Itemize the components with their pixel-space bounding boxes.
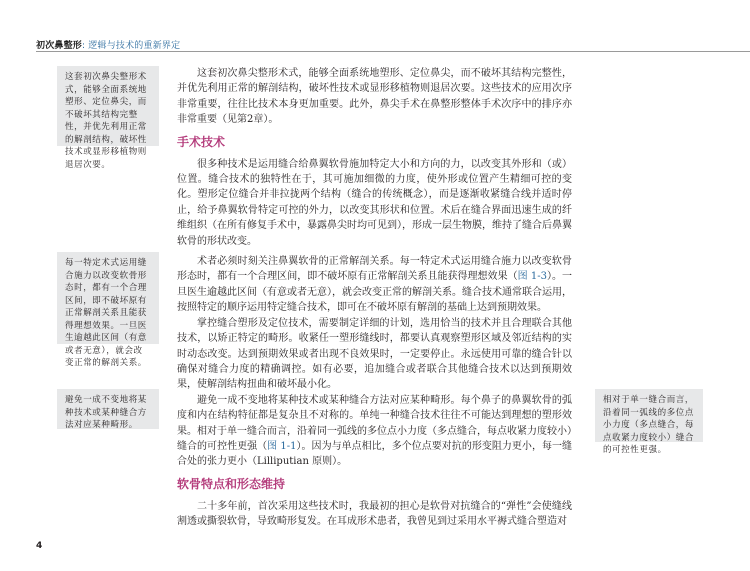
paragraph-avoid-fixed-text-b: ）。因为与单点相比，多个位点要对抗的形变阻力更小，每一缝合处的张力更小（Lilliputian 原则）。 (177, 440, 573, 468)
figure-link-1-1[interactable]: 图 1-1 (267, 440, 297, 452)
running-title-subtitle: : 逻辑与技术的重新界定 (82, 41, 181, 51)
section-heading-cartilage: 软骨特点和形态维持 (177, 476, 286, 491)
page-number: 4 (36, 541, 43, 551)
main-text-column (177, 66, 572, 530)
paragraph-planning: 掌控缝合塑形及定位技术，需要制定详细的计划，选用恰当的技术并且合理联合其他技术，以矫正特定的畸形。收紧任一塑形缝线时，都要认真观察塑形区域及邻近结构的实时动态改变。达到预期效果或者出现不良效果时，一定要停止。永远使用可靠的缝合针以确保对缝合力度的精确调控。如有必要，追加缝合或者联合其他缝合技术以达到预期效果，使解剖结构扭曲和破坏最小化。 (177, 317, 572, 391)
paragraph-anatomy-text-a: 术者必须时刻关注鼻翼软骨的正常解剖关系。每一特定术式运用缝合施力以改变软骨形态时，都有一个合理区间，即不破坏原有正常解剖关系且能获得理想效果（ (177, 256, 572, 283)
figure-link-1-3[interactable]: 图 1-3 (517, 271, 547, 283)
paragraph-suture-technique: 很多种技术是运用缝合给鼻翼软骨施加特定大小和方向的力，以改变其外形和（或）位置。缝合技术的独特性在于，其可施加细微的力度，使外形或位置产生精细可控的变化。塑形定位缝合并非拉拢两个结构（缝合的传统概念），而是逐渐收紧缝合线并适时停止，给予鼻翼软骨特定可控的外力，以改变其形状和位置。术后在缝合界面迅速生成的纤维组织（在所有修复手术中，暴露鼻尖时均可见到），形成一层生物膜，维持了缝合后鼻翼软骨的形状改变。 (177, 158, 572, 247)
paragraph-cartilage: 二十多年前，首次采用这些技术时，我最初的担心是软骨对抗缝合的“弹性”会使缝线割透或撕裂软骨，导致畸形复发。在耳成形术患者，我曾见到过采用水平褥式缝合塑造对 (177, 500, 572, 528)
running-title-main: 初次鼻整形 (36, 41, 83, 51)
page-header (0, 0, 750, 51)
paragraph-avoid-fixed-text-a: 避免一成不变地将某种技术或某种缝合方法对应某种畸形。每个鼻子的鼻翼软骨的弧度和内在结构特征都是复杂且不对称的。单纯一种缝合技术往往不可能达到理想的塑形效果。相对于单一缝合而言，沿着同一弧线的多位点小力度（多点缝合，每点收紧力度较小）缝合的可控性更强（ (177, 394, 572, 452)
sidebar-callout-1: 这套初次鼻尖整形术式，能够全面系统地塑形、定位鼻尖，而不破坏其结构完整性，并优先利用正常的解剖结构，破坏性技术或显形移植物则退居次要。 (57, 66, 159, 146)
paragraph-avoid-fixed (177, 393, 572, 470)
running-title (36, 38, 180, 51)
sidebar-callout-2: 每一特定术式运用缝合施力以改变软骨形态时，都有一个合理区间，即不破坏原有正常解剖关系且能获得理想效果。一旦医生逾越此区间（有意或者无意），就会改变正常的解剖关系。 (57, 252, 159, 344)
paragraph-intro: 这套初次鼻尖整形术式，能够全面系统地塑形、定位鼻尖，而不破坏其结构完整性，并优先利用正常的解剖结构，破坏性技术或显形移植物则退居次要。这些技术的应用次序非常重要，往往比技术本身更加重要。此外，鼻尖手术在鼻整形整体手术次序中的排序亦非常重要（见第2章）。 (177, 68, 572, 126)
sidebar-callout-3: 避免一成不变地将某种技术或某种缝合方法对应某种畸形。 (57, 389, 159, 429)
sidebar-callout-4: 相对于单一缝合而言，沿着同一弧线的多位点小力度（多点缝合，每点收紧力度较小）缝合的可控性更强。 (595, 389, 703, 442)
section-heading-surgical-technique: 手术技术 (177, 134, 226, 149)
paragraph-anatomy-text-b: ）。一旦医生逾越此区间（有意或者无意），就会改变正常的解剖关系。缝合技术通常联合运用，按照特定的顺序运用特定缝合技术，即可在不破坏原有解剖的基础上达到预期效果。 (177, 271, 573, 314)
paragraph-anatomy (177, 254, 572, 316)
header-divider (36, 51, 750, 52)
